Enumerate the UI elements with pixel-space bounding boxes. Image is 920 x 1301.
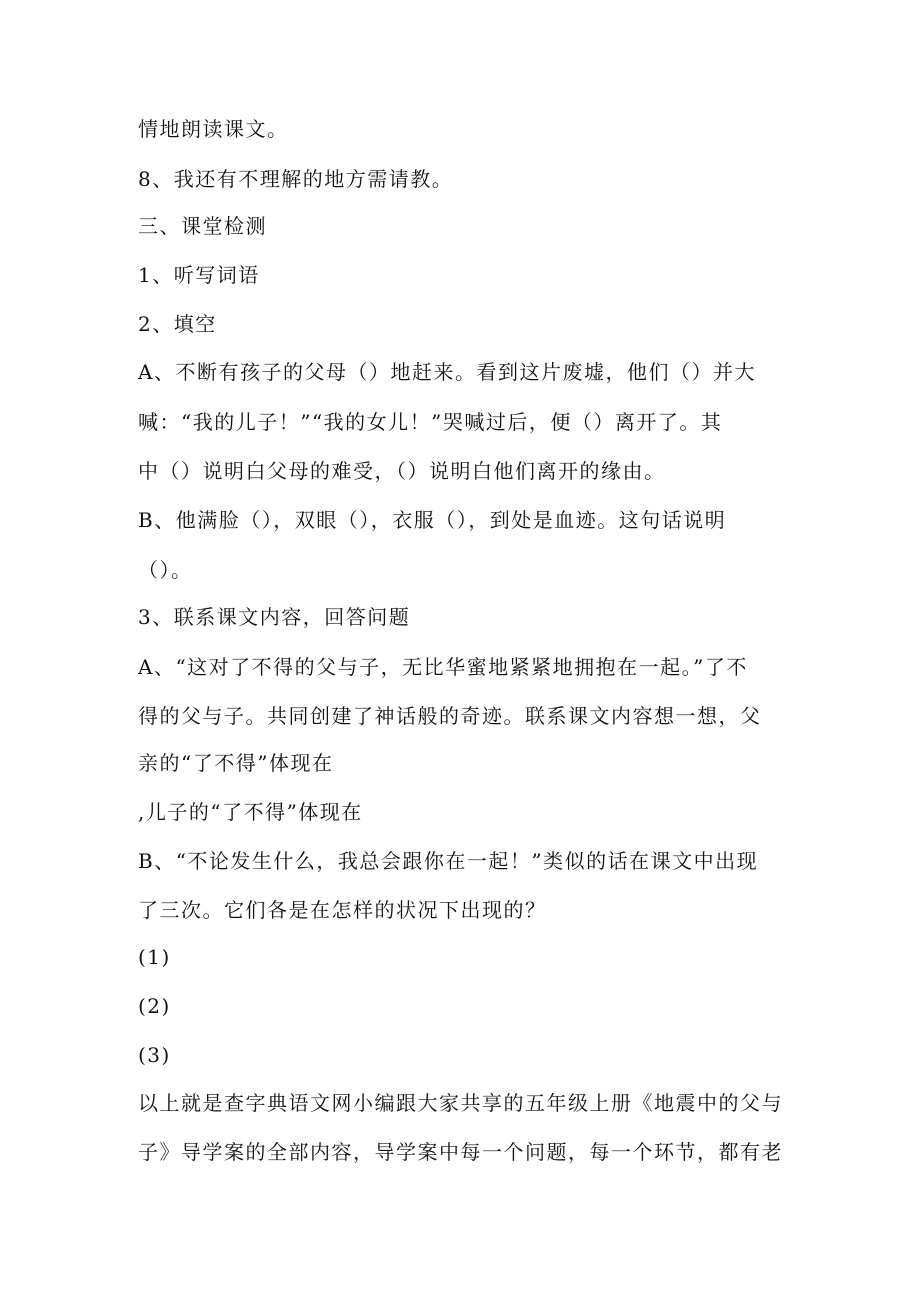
text-line: 8、我还有不理解的地方需请教。 [138, 167, 454, 191]
list-item: (3) [138, 1043, 171, 1067]
text-line: 3、联系课文内容，回答问题 [138, 605, 411, 629]
text-line: 喊：“我的儿子！”“我的女儿！”哭喊过后，便（）离开了。其 [138, 410, 723, 434]
text-line: 了三次。它们各是在怎样的状况下出现的？ [138, 898, 547, 922]
text-line: A、“这对了不得的父与子，无比华蜜地紧紧地拥抱在一起。”了不 [138, 655, 748, 679]
text-line: 子》导学案的全部内容，导学案中每一个问题，每一个环节，都有老 [138, 1140, 783, 1164]
text-line: A、不断有孩子的父母（）地赶来。看到这片废墟，他们（）并大 [138, 360, 756, 384]
text-line: 亲的“了不得”体现在 [138, 751, 334, 775]
text-line: 以上就是查字典语文网小编跟大家共享的五年级上册《地震中的父与 [138, 1091, 783, 1115]
list-item: (1) [138, 945, 171, 969]
list-item: (2) [138, 994, 171, 1018]
section-heading: 三、课堂检测 [138, 214, 267, 238]
text-line: 得的父与子。共同创建了神话般的奇迹。联系课文内容想一想，父 [138, 704, 762, 728]
text-line: 中（）说明白父母的难受，（）说明白他们离开的缘由。 [138, 459, 666, 483]
text-line: 情地朗读课文。 [138, 117, 289, 141]
text-line: 1、听写词语 [138, 263, 260, 287]
text-line: ,儿子的“了不得”体现在 [138, 800, 363, 824]
text-line: 2、填空 [138, 312, 217, 336]
text-line: B、他满脸（），双眼（），衣服（），到处是血迹。这句话说明 [138, 508, 727, 532]
text-line: （）。 [138, 558, 193, 582]
text-line: B、“不论发生什么，我总会跟你在一起！”类似的话在课文中出现 [138, 849, 759, 873]
